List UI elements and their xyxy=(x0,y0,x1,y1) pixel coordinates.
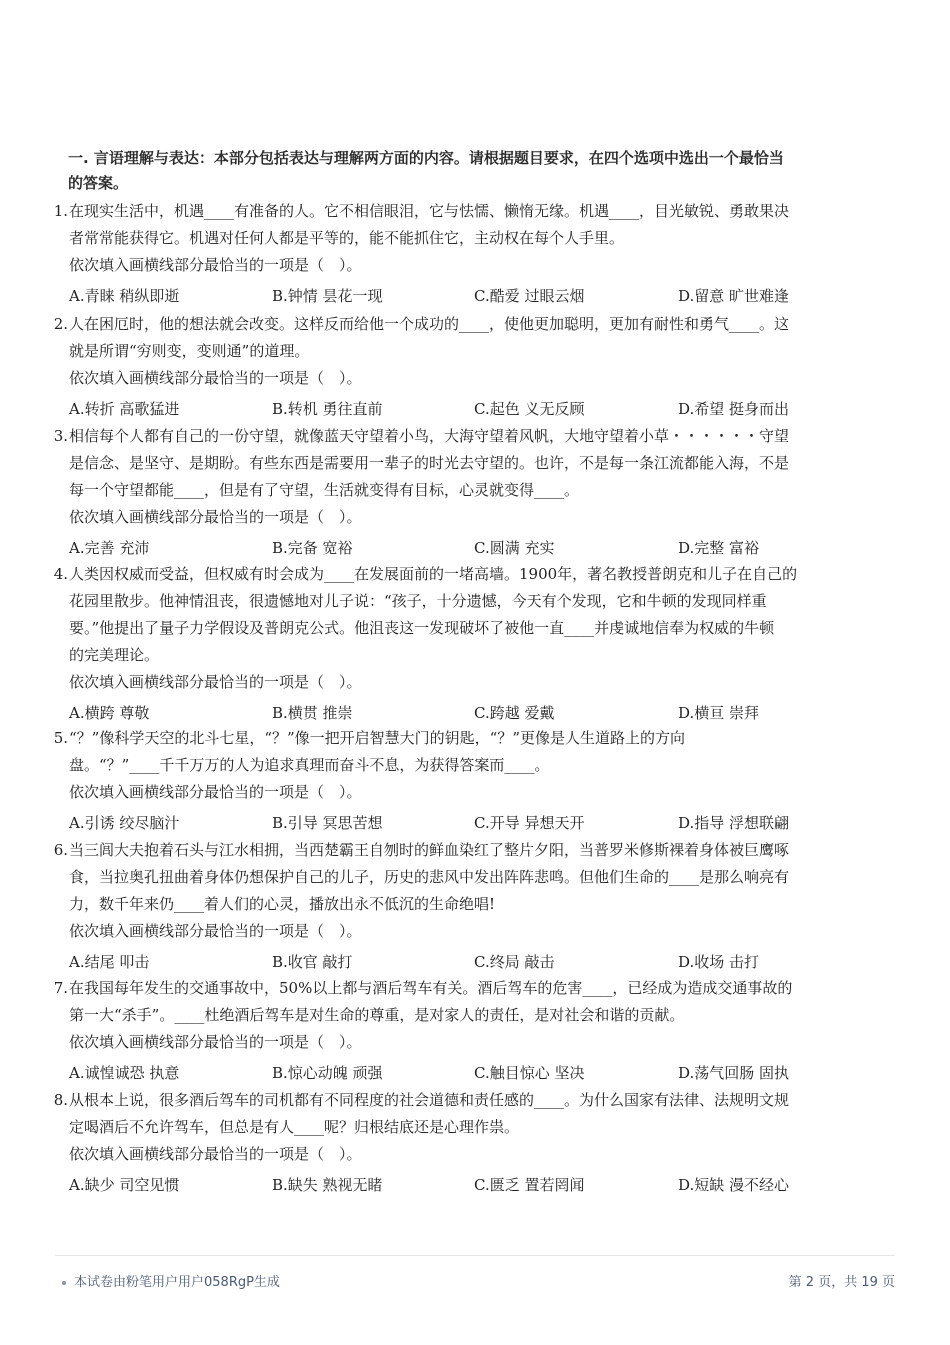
option-d[interactable]: D.留意 旷世难逢 xyxy=(678,287,790,305)
question-text-line: 食，当拉奥孔扭曲着身体仍想保护自己的儿子，历史的悲风中发出阵阵悲鸣。但他们生命的____是那么响亮有 xyxy=(69,868,790,886)
option-a[interactable]: A.转折 高歌猛进 xyxy=(69,400,180,418)
option-d[interactable]: D.希望 挺身而出 xyxy=(678,400,790,418)
question-text-line: 从根本上说，很多酒后驾车的司机都有不同程度的社会道德和责任感的____。为什么国家有法律、法规明文规 xyxy=(69,1091,790,1109)
question-text-line: 相信每个人都有自己的一份守望，就像蓝天守望着小鸟，大海守望着风帆，大地守望着小草・・・・・・守望 xyxy=(69,427,790,445)
option-a[interactable]: A.引诱 绞尽脑汁 xyxy=(69,814,180,832)
option-a[interactable]: A.横跨 尊敬 xyxy=(69,704,150,722)
option-b[interactable]: B.惊心动魄 顽强 xyxy=(272,1064,383,1082)
option-b[interactable]: B.横贯 推崇 xyxy=(272,704,353,722)
bullet-dot-icon xyxy=(62,1281,66,1285)
option-c[interactable]: C.酷爱 过眼云烟 xyxy=(474,287,585,305)
option-d[interactable]: D.收场 击打 xyxy=(678,953,760,971)
question-5 xyxy=(52,725,882,837)
option-d[interactable]: D.完整 富裕 xyxy=(678,539,760,557)
question-text-line: 花园里散步。他神情沮丧，很遗憾地对儿子说：“孩子，十分遗憾，今天有个发现，它和牛顿的发现同样重 xyxy=(69,592,767,610)
options-row xyxy=(52,1060,882,1087)
options-row xyxy=(52,535,882,562)
question-prompt: 依次填入画横线部分最恰当的一项是（ ）。 xyxy=(69,508,362,526)
question-text-line: 在现实生活中，机遇____有准备的人。它不相信眼泪，它与怯懦、懒惰无缘。机遇____，目光敏锐、勇敢果决 xyxy=(69,202,790,220)
option-c[interactable]: C.起色 义无反顾 xyxy=(474,400,585,418)
option-c[interactable]: C.跨越 爱戴 xyxy=(474,704,555,722)
option-a[interactable]: A.完善 充沛 xyxy=(69,539,150,557)
question-number: 7. xyxy=(53,979,68,997)
question-number: 4. xyxy=(53,565,68,583)
question-7 xyxy=(52,975,882,1087)
question-number: 8. xyxy=(53,1091,68,1109)
options-row xyxy=(52,700,882,727)
option-d[interactable]: D.横亘 崇拜 xyxy=(678,704,760,722)
option-d[interactable]: D.短缺 漫不经心 xyxy=(678,1176,790,1194)
page-indicator: 第 2 页，共 19 页 xyxy=(788,1275,895,1290)
option-d[interactable]: D.荡气回肠 固执 xyxy=(678,1064,790,1082)
question-prompt: 依次填入画横线部分最恰当的一项是（ ）。 xyxy=(69,1145,362,1163)
option-c[interactable]: C.开导 异想天开 xyxy=(474,814,585,832)
question-prompt: 依次填入画横线部分最恰当的一项是（ ）。 xyxy=(69,256,362,274)
question-text-line: 第一大“杀手”。____杜绝酒后驾车是对生命的尊重，是对家人的责任，是对社会和谐的贡献。 xyxy=(69,1006,685,1024)
question-3 xyxy=(52,423,882,562)
footer-divider xyxy=(55,1255,895,1256)
footer-left-text: 本试卷由粉笔用户用户058RgP生成 xyxy=(74,1275,280,1290)
question-text-line: 人在困厄时，他的想法就会改变。这样反而给他一个成功的____，使他更加聪明，更加有耐性和勇气____。这 xyxy=(69,315,790,333)
question-prompt: 依次填入画横线部分最恰当的一项是（ ）。 xyxy=(69,673,362,691)
options-row xyxy=(52,283,882,310)
question-1 xyxy=(52,198,882,310)
option-c[interactable]: C.匮乏 置若罔闻 xyxy=(474,1176,585,1194)
option-a[interactable]: A.结尾 叩击 xyxy=(69,953,150,971)
section-header-line2: 的答案。 xyxy=(68,174,129,192)
question-text-line: 力，数千年来仍____着人们的心灵，播放出永不低沉的生命绝唱! xyxy=(69,895,496,913)
question-text-line: 人类因权威而受益，但权威有时会成为____在发展面前的一堵高墙。1900年，著名教授普朗克和儿子在自己的 xyxy=(69,565,798,583)
option-d[interactable]: D.指导 浮想联翩 xyxy=(678,814,790,832)
question-prompt: 依次填入画横线部分最恰当的一项是（ ）。 xyxy=(69,783,362,801)
question-text-line: 定喝酒后不允许驾车，但总是有人____呢？归根结底还是心理作祟。 xyxy=(69,1118,520,1136)
option-b[interactable]: B.收官 敲打 xyxy=(272,953,353,971)
question-text-line: 的完美理论。 xyxy=(69,646,160,664)
option-b[interactable]: B.完备 宽裕 xyxy=(272,539,353,557)
question-4 xyxy=(52,561,882,727)
option-b[interactable]: B.缺失 熟视无睹 xyxy=(272,1176,383,1194)
option-c[interactable]: C.终局 敲击 xyxy=(474,953,555,971)
question-text-line: 盘。“？”____千千万万的人为追求真理而奋斗不息，为获得答案而____。 xyxy=(69,756,550,774)
section-header-line1: 一. 言语理解与表达：本部分包括表达与理解两方面的内容。请根据题目要求，在四个选项中选出一个最恰当 xyxy=(68,149,784,167)
option-b[interactable]: B.转机 勇往直前 xyxy=(272,400,383,418)
question-prompt: 依次填入画横线部分最恰当的一项是（ ）。 xyxy=(69,369,362,387)
question-text-line: 每一个守望都能____，但是有了守望，生活就变得有目标，心灵就变得____。 xyxy=(69,481,580,499)
option-b[interactable]: B.引导 冥思苦想 xyxy=(272,814,383,832)
question-number: 1. xyxy=(53,202,68,220)
question-number: 2. xyxy=(53,315,68,333)
question-prompt: 依次填入画横线部分最恰当的一项是（ ）。 xyxy=(69,922,362,940)
section-header xyxy=(68,146,883,196)
options-row xyxy=(52,1172,882,1199)
option-a[interactable]: A.缺少 司空见惯 xyxy=(69,1176,180,1194)
question-text-line: “？”像科学天空的北斗七星，“？”像一把开启智慧大门的钥匙，“？”更像是人生道路上的方向 xyxy=(69,729,686,747)
question-text-line: 者常常能获得它。机遇对任何人都是平等的，能不能抓住它，主动权在每个人手里。 xyxy=(69,229,625,247)
footer-generator-note xyxy=(62,1271,280,1290)
question-number: 6. xyxy=(53,841,68,859)
question-number: 3. xyxy=(53,427,68,445)
question-6 xyxy=(52,837,882,976)
option-c[interactable]: C.圆满 充实 xyxy=(474,539,555,557)
option-a[interactable]: A.青睐 稍纵即逝 xyxy=(69,287,180,305)
question-text-line: 是信念、是坚守、是期盼。有些东西是需要用一辈子的时光去守望的。也许，不是每一条江流都能入海，不是 xyxy=(69,454,790,472)
question-text-line: 在我国每年发生的交通事故中，50%以上都与酒后驾车有关。酒后驾车的危害____，已经成为造成交通事故的 xyxy=(69,979,793,997)
options-row xyxy=(52,396,882,423)
question-text-line: 要。”他提出了量子力学假设及普朗克公式。他沮丧这一发现破坏了被他一直____并虔诚地信奉为权威的牛顿 xyxy=(69,619,775,637)
option-b[interactable]: B.钟情 昙花一现 xyxy=(272,287,383,305)
question-prompt: 依次填入画横线部分最恰当的一项是（ ）。 xyxy=(69,1033,362,1051)
question-8 xyxy=(52,1087,882,1199)
options-row xyxy=(52,810,882,837)
option-c[interactable]: C.触目惊心 坚决 xyxy=(474,1064,585,1082)
option-a[interactable]: A.诚惶诚恐 执意 xyxy=(69,1064,180,1082)
question-text-line: 就是所谓“穷则变，变则通”的道理。 xyxy=(69,342,310,360)
question-text-line: 当三闾大夫抱着石头与江水相拥，当西楚霸王自刎时的鲜血染红了整片夕阳，当普罗米修斯裸着身体被巨鹰啄 xyxy=(69,841,790,859)
question-number: 5. xyxy=(53,729,68,747)
options-row xyxy=(52,949,882,976)
question-2 xyxy=(52,311,882,423)
